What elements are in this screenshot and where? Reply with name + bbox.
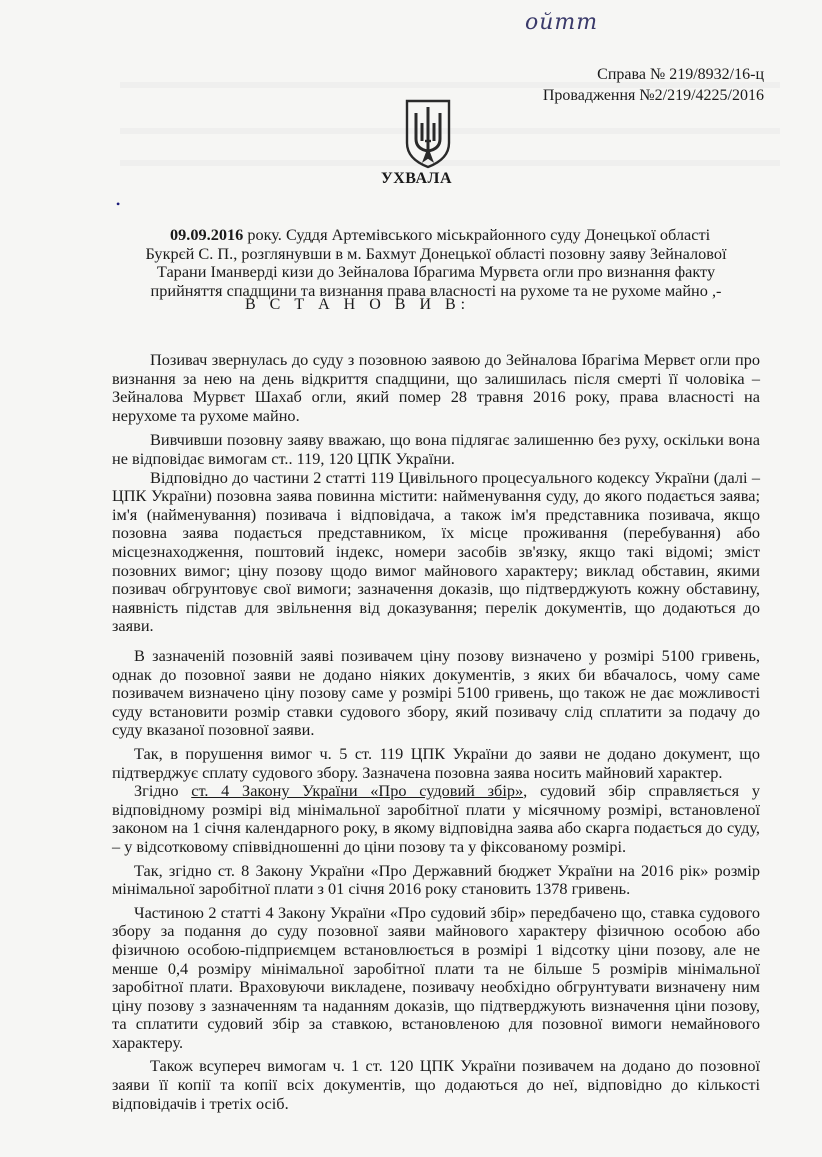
intro-line-4: прийняття спадщини та визнання права власності на рухоме та не рухоме майно ,- xyxy=(150,280,722,300)
paragraph-copies: Також всупереч вимогам ч. 1 ст. 120 ЦПК України позивачем на додано до позовної заяви її копії та копії всіх документів, що додаються до неї, відповідно до кількості відповідачів і третіх осіб. xyxy=(112,1056,760,1113)
case-reference xyxy=(543,64,764,106)
paragraph-fee-law: , судовий збір справляється у відповідному розмірі від мінімальної заробітної плати у місячному розмірі, встановленої законом на 1 січня календарного року, в якому відповідна заява або скарга подається до суду, – у відсотковому співвідношенні до ціни позову та у фіксованому розмірі. xyxy=(112,781,760,856)
intro-line-2: Букрєй С. П., розглянувши в м. Бахмут Донецької області позовну заяву Зейналової xyxy=(145,243,727,263)
intro-block xyxy=(112,226,760,300)
section-heading: В С Т А Н О В И В: xyxy=(245,296,471,313)
findings-part-1 xyxy=(112,351,760,636)
findings-part-2 xyxy=(112,647,760,1113)
paragraph-min-wage: Так, згідно ст. 8 Закону України «Про Державний бюджет України на 2016 рік» розмір мінімальної заробітної плати з 01 січня 2016 року становить 1378 гривень. xyxy=(112,860,760,899)
document-title: УХВАЛА xyxy=(381,170,452,187)
paragraph-fee-rate: Частиною 2 статті 4 Закону України «Про судовий збір» передбачено що, ставка судового збору за подання до суду позовної заяви майнового характеру фізичною особою або фізичною особою-підприємцем встановлюється в розмірі 1 відсотку ціни позову, але не менше 0,4 розміру мінімальної заробітної плати та не більше 5 розмірів мінімальної заробітної плати. Враховуючи викладене, позивачу необхідно обгрунтувати визначену ним ціну позову з зазначенням та наданням доказів, що підтверджують визначення ціни позову, та сплатити судовий збір за ставкою, встановленою для позовної вимоги немайнового характеру. xyxy=(112,902,760,1052)
ink-mark: • xyxy=(116,197,121,211)
ruling-date: 09.09.2016 xyxy=(170,225,244,244)
paragraph-fee-violation: Так, в порушення вимог ч. 5 ст. 119 ЦПК України до заяви не додано документ, що підтверджує сплату судового збору. Зазначена позовна заява носить майновий характер. xyxy=(112,743,760,782)
paragraph-claim: Позивач звернулась до суду з позовною заявою до Зейналова Ібрагіма Мервєт огли про визнання за нею на день відкриття спадщини, що залишилась після смерті її чоловіка – Зейналова Мурвєт Шахаб огли, який помер 28 травня 2016 року, права власності на нерухоме та рухоме майно. xyxy=(112,350,760,425)
handwritten-annotation: ойтт xyxy=(525,10,599,35)
proceeding-number: Провадження №2/219/4225/2016 xyxy=(542,87,764,104)
case-number: Справа № 219/8932/16-ц xyxy=(597,66,764,83)
intro-line-3: Тарани Іманверді кизи до Зейналова Ібрагима Мурвєта огли про визнання факту xyxy=(156,262,716,282)
paragraph-claim-value: В зазначеній позовній заяві позивачем ціну позову визначено у розмірі 5100 гривень, однак до позовної заяви не додано ніяких документів, з яких би вбачалось, чому саме позивачем визначено ціну позову саме у розмірі 5100 гривень, що також не дає можливості суду встановити розмір ставки судового збору, який позивачу слід сплатити за подачу до суду вказаної позовної заяви. xyxy=(112,646,760,740)
paragraph-requirements: Відповідно до частини 2 статті 119 Цивільного процесуального кодексу України (далі – ЦПК України) позовна заява повинна містити: найменування суду, до якого подається заява; ім'я (найменування) позивача і відповідача, а також ім'я представника позивача, якщо позовна заява подається представником, їх місце проживання (перебування) або місцезнаходження, поштовий індекс, номери засобів зв'язку, якщо такі відомі; зміст позовних вимог; ціну позову щодо вимог майнового характеру; виклад обставин, якими позивач обгрунтовує свої вимоги; зазначення доказів, що підтверджують кожну обставину, наявність підстав для звільнення від доказування; перелік документів, що додаються до заяви. xyxy=(112,467,760,636)
trident-coat-of-arms-icon xyxy=(403,99,453,169)
fee-law-reference: ст. 4 Закону України «Про судовий збір» xyxy=(191,781,524,801)
intro-line-1: року. Суддя Артемівського міськрайонного суду Донецької області xyxy=(243,225,711,244)
paragraph-assessment: Вивчивши позовну заяву вважаю, що вона підлягає залишенню без руху, оскільки вона не відповідає вимогам ст.. 119, 120 ЦПК України. xyxy=(112,430,760,468)
paragraph-fee-law-prefix: Згідно xyxy=(134,781,192,801)
